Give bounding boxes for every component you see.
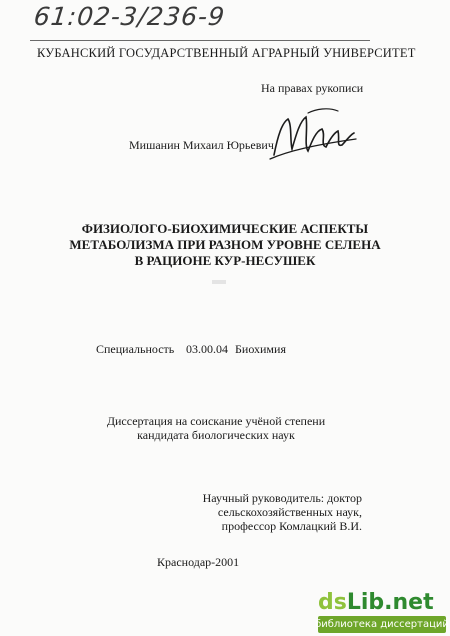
title-line: В РАЦИОНЕ КУР-НЕСУШЕК	[134, 253, 316, 268]
university-name: КУБАНСКИЙ ГОСУДАРСТВЕННЫЙ АГРАРНЫЙ УНИВЕРСИТЕТ	[37, 46, 416, 60]
watermark-caption-bar	[315, 616, 449, 633]
author-name: Мишанин Михаил Юрьевич	[129, 138, 274, 152]
dslib-watermark	[315, 589, 449, 633]
watermark-logo	[318, 589, 434, 615]
degree-line: кандидата биологических наук	[137, 428, 295, 442]
city-year: Краснодар-2001	[157, 555, 240, 569]
advisor-line: профессор Комлацкий В.И.	[221, 519, 362, 533]
watermark-logo-ds: ds	[318, 589, 347, 615]
watermark-logo-lib: Lib	[346, 589, 385, 615]
author-signature	[268, 105, 358, 167]
manuscript-rights-note: На правах рукописи	[261, 81, 364, 95]
scan-smudge	[212, 280, 226, 284]
dissertation-title	[0, 221, 450, 269]
scientific-advisor	[190, 491, 362, 533]
handwritten-catalog-code: 61:02-3/236-9	[32, 2, 227, 31]
title-line: МЕТАБОЛИЗМА ПРИ РАЗНОМ УРОВНЕ СЕЛЕНА	[69, 237, 381, 252]
specialty-label: Специальность	[96, 342, 175, 356]
specialty-name: Биохимия	[235, 342, 286, 356]
watermark-logo-net: .net	[384, 589, 434, 615]
degree-line: Диссертация на соискание учёной степени	[106, 414, 326, 428]
degree-statement	[96, 414, 336, 442]
advisor-line: сельскохозяйственных наук,	[217, 505, 362, 519]
header-underline	[30, 40, 370, 41]
specialty-code: 03.00.04	[186, 342, 228, 356]
advisor-line: Научный руководитель: доктор	[202, 491, 362, 505]
watermark-caption: библиотека диссертаций	[315, 619, 449, 630]
title-line: ФИЗИОЛОГО-БИОХИМИЧЕСКИЕ АСПЕКТЫ	[81, 221, 369, 236]
